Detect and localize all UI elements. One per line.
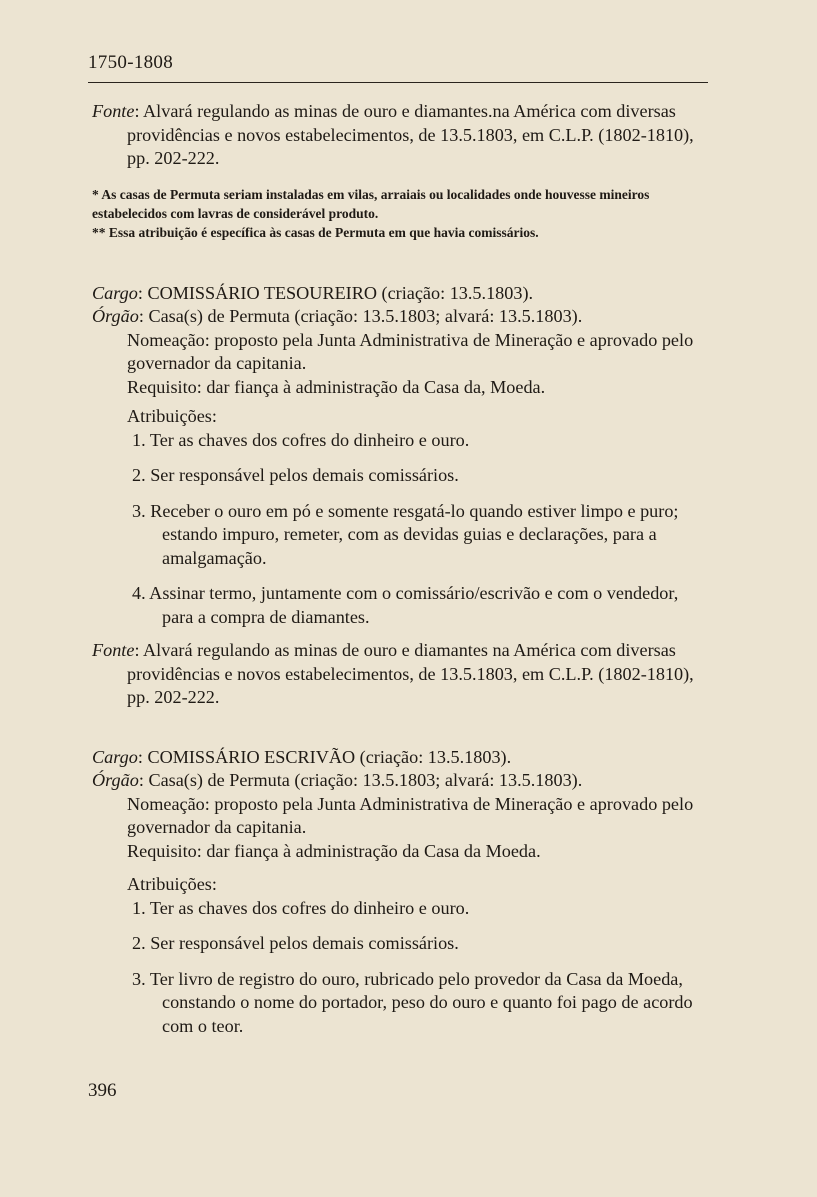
requisito-line: Requisito: dar fiança à administração da Casa da Moeda. (127, 840, 541, 861)
footnote-2: ** Essa atribuição é específica às casas de Permuta em que havia comissários. (92, 224, 539, 240)
list-item: 2. Ser responsável pelos demais comissários. (132, 933, 459, 953)
source-citation-1: Fonte: Alvará regulando as minas de ouro e diamantes.na América com diversas providências e novos estabelecimentos, de 13.5.1803, em C.L.P. (1802-1810), pp. 202-222. (92, 101, 694, 168)
orgao-line: Órgão: Casa(s) de Permuta (criação: 13.5.1803; alvará: 13.5.1803). (92, 770, 583, 790)
atribuicoes-heading: Atribuições: (127, 874, 217, 894)
running-header: 1750-1808 (88, 52, 174, 73)
source-citation-2: Fonte: Alvará regulando as minas de ouro e diamantes na América com diversas providências e novos estabelecimentos, de 13.5.1803, em C.L.P. (1802-1810), pp. 202-222. (92, 640, 694, 707)
page-content (92, 100, 702, 1038)
list-item: 3. Ter livro de registro do ouro, rubricado pelo provedor da Casa da Moeda, constando o nome do portador, peso do ouro e quanto foi pago de acordo com o teor. (132, 968, 693, 1036)
list-item: 4. Assinar termo, juntamente com o comissário/escrivão e com o vendedor, para a compra de diamantes. (132, 583, 679, 627)
list-item: 1. Ter as chaves dos cofres do dinheiro e ouro. (132, 897, 470, 918)
list-item: 3. Receber o ouro em pó e somente resgatá-lo quando estiver limpo e puro; estando impuro, remeter, com as devidas guias e declarações, para a amalgamação. (132, 500, 679, 568)
requisito-line: Requisito: dar fiança à administração da Casa da, Moeda. (127, 376, 546, 397)
nomeacao-line: Nomeação: proposto pela Junta Administrativa de Mineração e aprovado pelo governador da capitania. (127, 793, 694, 837)
list-item: 1. Ter as chaves dos cofres do dinheiro e ouro. (132, 429, 470, 450)
footnote-1: * As casas de Permuta seriam instaladas em vilas, arraiais ou localidades onde houvesse mineiros estabelecidos com lavras de considerável produto. (92, 186, 650, 221)
cargo-line: Cargo: COMISSÁRIO ESCRIVÃO (criação: 13.5.1803). (92, 746, 512, 767)
orgao-line: Órgão: Casa(s) de Permuta (criação: 13.5.1803; alvará: 13.5.1803). (92, 306, 583, 326)
cargo-line: Cargo: COMISSÁRIO TESOUREIRO (criação: 13.5.1803). (92, 282, 534, 303)
header-rule (88, 82, 708, 83)
footnotes (92, 185, 702, 242)
page-number: 396 (88, 1080, 117, 1101)
entry-comissario-escrivao (92, 746, 702, 1039)
list-item: 2. Ser responsável pelos demais comissários. (132, 465, 459, 485)
entry-comissario-tesoureiro (92, 282, 702, 630)
atribuicoes-heading: Atribuições: (127, 406, 217, 426)
nomeacao-line: Nomeação: proposto pela Junta Administrativa de Mineração e aprovado pelo governador da capitania. (127, 329, 694, 373)
